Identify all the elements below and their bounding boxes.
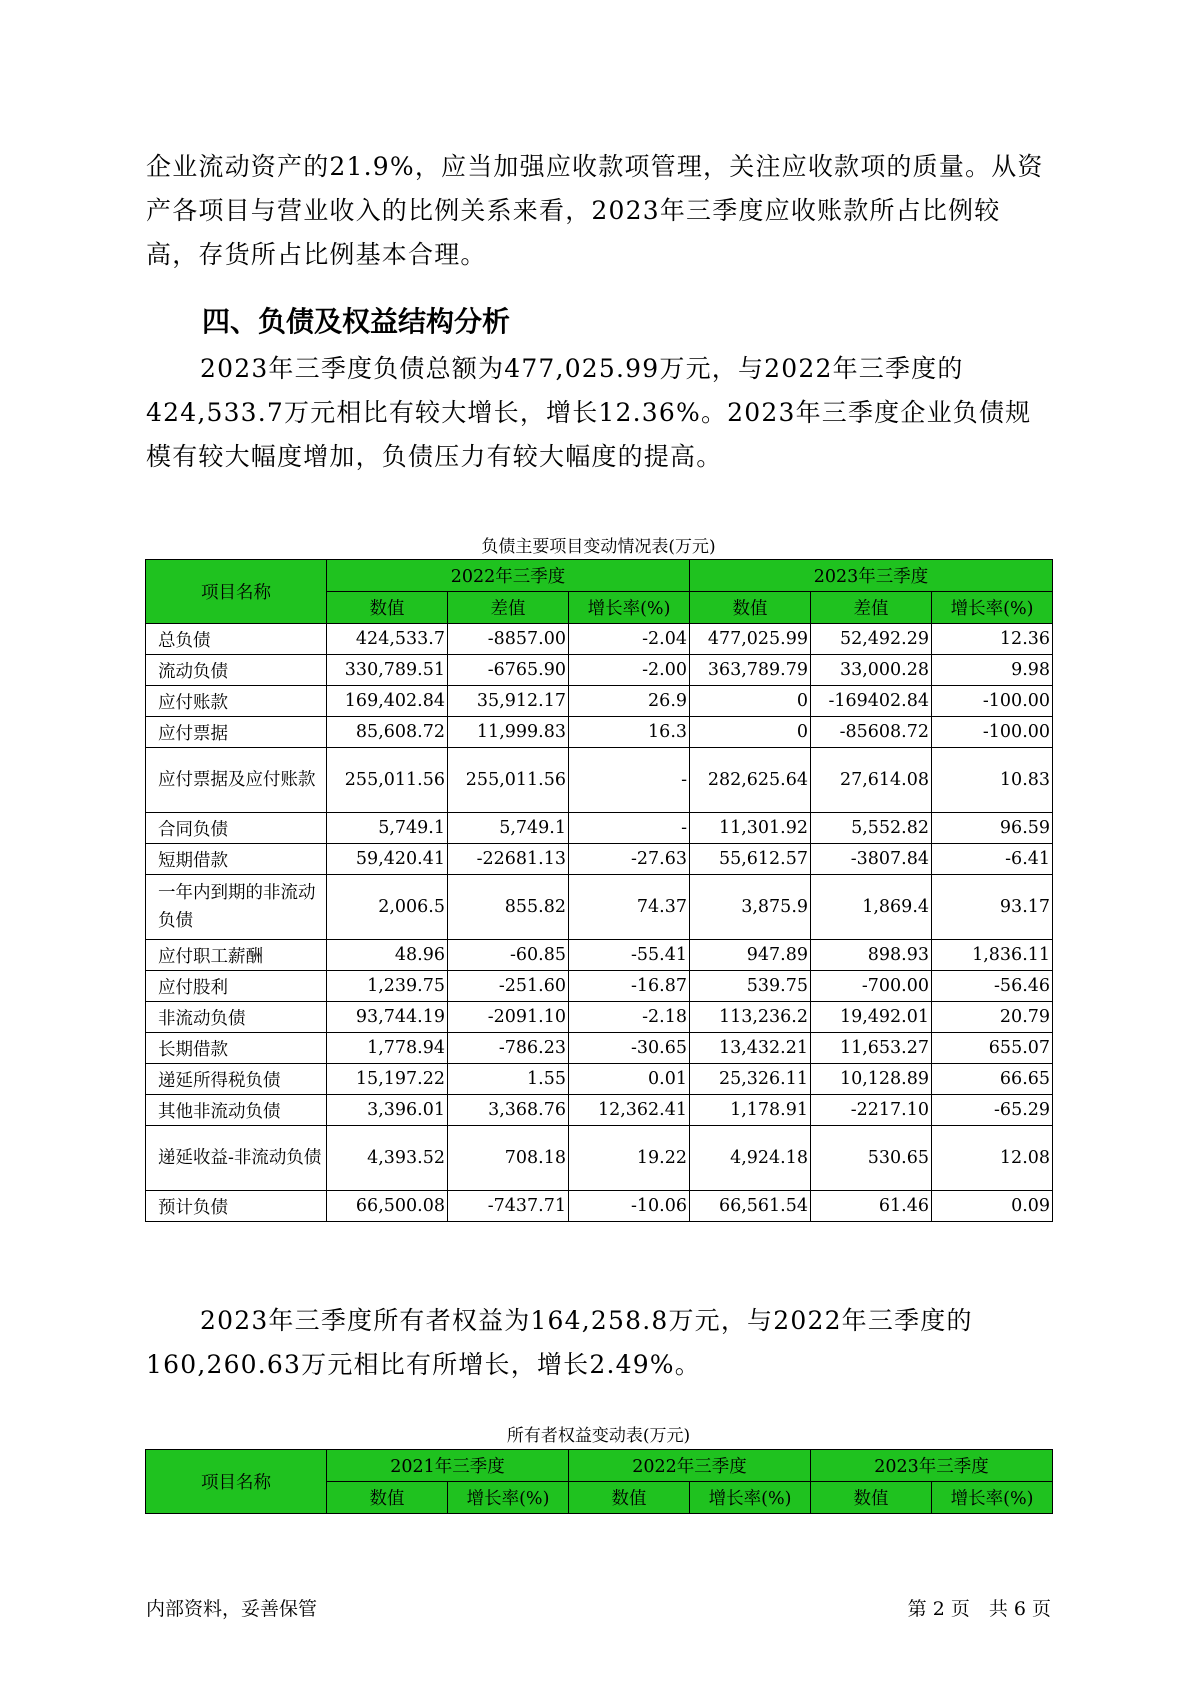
row-value-cell: 855.82 xyxy=(448,875,569,940)
row-value-cell: 20.79 xyxy=(932,1002,1053,1033)
table-row xyxy=(146,1002,1053,1033)
row-value-cell: 539.75 xyxy=(690,971,811,1002)
row-value-cell: 1,836.11 xyxy=(932,940,1053,971)
row-value-cell: 1,778.94 xyxy=(327,1033,448,1064)
row-value-cell: -16.87 xyxy=(569,971,690,1002)
row-value-cell: 27,614.08 xyxy=(811,748,932,813)
row-item-name: 短期借款 xyxy=(146,844,327,875)
subheader-value: 数值 xyxy=(327,592,448,624)
row-value-cell: 25,326.11 xyxy=(690,1064,811,1095)
row-value-cell: 26.9 xyxy=(569,686,690,717)
row-value-cell: 66.65 xyxy=(932,1064,1053,1095)
row-value-cell: 5,552.82 xyxy=(811,813,932,844)
row-item-name: 流动负债 xyxy=(146,655,327,686)
table-row xyxy=(146,971,1053,1002)
table-row xyxy=(146,1191,1053,1222)
row-value-cell: 11,999.83 xyxy=(448,717,569,748)
equity-header-period-2022: 2022年三季度 xyxy=(569,1450,811,1482)
row-item-name: 应付职工薪酬 xyxy=(146,940,327,971)
row-value-cell: 93.17 xyxy=(932,875,1053,940)
row-value-cell: -60.85 xyxy=(448,940,569,971)
row-value-cell: -7437.71 xyxy=(448,1191,569,1222)
row-value-cell: 9.98 xyxy=(932,655,1053,686)
subheader-value: 数值 xyxy=(690,592,811,624)
equity-header-item-name: 项目名称 xyxy=(146,1450,327,1514)
equity-subheader-value: 数值 xyxy=(327,1482,448,1514)
header-period-2023: 2023年三季度 xyxy=(690,560,1053,592)
row-value-cell: 12,362.41 xyxy=(569,1095,690,1126)
row-value-cell: 330,789.51 xyxy=(327,655,448,686)
row-value-cell: 3,396.01 xyxy=(327,1095,448,1126)
row-value-cell: 52,492.29 xyxy=(811,624,932,655)
row-value-cell: -6765.90 xyxy=(448,655,569,686)
table-row xyxy=(146,1033,1053,1064)
row-item-name: 非流动负债 xyxy=(146,1002,327,1033)
liability-table-caption: 负债主要项目变动情况表(万元) xyxy=(481,537,716,557)
row-value-cell: 113,236.2 xyxy=(690,1002,811,1033)
liability-table xyxy=(145,559,1053,1222)
row-value-cell: 5,749.1 xyxy=(448,813,569,844)
row-item-name: 应付账款 xyxy=(146,686,327,717)
equity-table xyxy=(145,1449,1053,1514)
table-row xyxy=(146,624,1053,655)
row-value-cell: 48.96 xyxy=(327,940,448,971)
footer-confidential: 内部资料，妥善保管 xyxy=(146,1598,318,1620)
header-item-name: 项目名称 xyxy=(146,560,327,624)
row-value-cell: 5,749.1 xyxy=(327,813,448,844)
row-value-cell: 12.08 xyxy=(932,1126,1053,1191)
row-value-cell: 35,912.17 xyxy=(448,686,569,717)
row-value-cell: 3,875.9 xyxy=(690,875,811,940)
row-item-name: 其他非流动负债 xyxy=(146,1095,327,1126)
row-value-cell: 10.83 xyxy=(932,748,1053,813)
table-row xyxy=(146,1064,1053,1095)
row-value-cell: 0 xyxy=(690,717,811,748)
equity-table-caption: 所有者权益变动表(万元) xyxy=(506,1426,691,1446)
row-item-name: 合同负债 xyxy=(146,813,327,844)
row-value-cell: -2.18 xyxy=(569,1002,690,1033)
row-value-cell: 93,744.19 xyxy=(327,1002,448,1033)
row-item-name: 应付票据及应付账款 xyxy=(146,748,327,813)
row-value-cell: 2,006.5 xyxy=(327,875,448,940)
row-value-cell: - xyxy=(569,813,690,844)
table-row xyxy=(146,1126,1053,1191)
row-value-cell: -786.23 xyxy=(448,1033,569,1064)
equity-header-period-2023: 2023年三季度 xyxy=(811,1450,1053,1482)
row-value-cell: -100.00 xyxy=(932,717,1053,748)
row-value-cell: -10.06 xyxy=(569,1191,690,1222)
row-value-cell: 363,789.79 xyxy=(690,655,811,686)
row-value-cell: 55,612.57 xyxy=(690,844,811,875)
table-row xyxy=(146,875,1053,940)
subheader-growth: 增长率(%) xyxy=(932,592,1053,624)
row-value-cell: 3,368.76 xyxy=(448,1095,569,1126)
equity-subheader-growth: 增长率(%) xyxy=(448,1482,569,1514)
row-value-cell: -169402.84 xyxy=(811,686,932,717)
row-value-cell: 530.65 xyxy=(811,1126,932,1191)
row-value-cell: -100.00 xyxy=(932,686,1053,717)
row-value-cell: 708.18 xyxy=(448,1126,569,1191)
row-value-cell: 1.55 xyxy=(448,1064,569,1095)
row-value-cell: 66,561.54 xyxy=(690,1191,811,1222)
row-value-cell: 15,197.22 xyxy=(327,1064,448,1095)
row-value-cell: -85608.72 xyxy=(811,717,932,748)
row-value-cell: 255,011.56 xyxy=(448,748,569,813)
row-item-name: 递延所得税负债 xyxy=(146,1064,327,1095)
row-value-cell: 898.93 xyxy=(811,940,932,971)
row-item-name: 总负债 xyxy=(146,624,327,655)
table-row xyxy=(146,686,1053,717)
equity-subheader-value: 数值 xyxy=(569,1482,690,1514)
row-item-name: 应付票据 xyxy=(146,717,327,748)
row-value-cell: 255,011.56 xyxy=(327,748,448,813)
section-heading: 四、负债及权益结构分析 xyxy=(202,305,511,338)
row-value-cell: -27.63 xyxy=(569,844,690,875)
table-row xyxy=(146,940,1053,971)
row-value-cell: 1,869.4 xyxy=(811,875,932,940)
row-value-cell: -55.41 xyxy=(569,940,690,971)
row-value-cell: 4,924.18 xyxy=(690,1126,811,1191)
row-value-cell: 0.01 xyxy=(569,1064,690,1095)
row-value-cell: 66,500.08 xyxy=(327,1191,448,1222)
table-row xyxy=(146,1095,1053,1126)
row-value-cell: -8857.00 xyxy=(448,624,569,655)
equity-subheader-growth: 增长率(%) xyxy=(690,1482,811,1514)
row-value-cell: -700.00 xyxy=(811,971,932,1002)
row-item-name: 预计负债 xyxy=(146,1191,327,1222)
table-row xyxy=(146,655,1053,686)
row-value-cell: 74.37 xyxy=(569,875,690,940)
row-value-cell: -6.41 xyxy=(932,844,1053,875)
row-value-cell: 12.36 xyxy=(932,624,1053,655)
row-value-cell: -3807.84 xyxy=(811,844,932,875)
row-value-cell: 655.07 xyxy=(932,1033,1053,1064)
row-value-cell: 11,653.27 xyxy=(811,1033,932,1064)
row-value-cell: -22681.13 xyxy=(448,844,569,875)
row-value-cell: 10,128.89 xyxy=(811,1064,932,1095)
equity-subheader-growth: 增长率(%) xyxy=(932,1482,1053,1514)
row-value-cell: -30.65 xyxy=(569,1033,690,1064)
row-value-cell: -2217.10 xyxy=(811,1095,932,1126)
table-row xyxy=(146,844,1053,875)
row-value-cell: 96.59 xyxy=(932,813,1053,844)
row-value-cell: 61.46 xyxy=(811,1191,932,1222)
row-value-cell: -2091.10 xyxy=(448,1002,569,1033)
subheader-growth: 增长率(%) xyxy=(569,592,690,624)
liability-paragraph: 2023年三季度负债总额为477,025.99万元，与2022年三季度的424,533.7万元相比有较大增长，增长12.36%。2023年三季度企业负债规模有较大幅度增加，负债压力有较大幅度的提高。 xyxy=(146,354,1032,471)
row-item-name: 应付股利 xyxy=(146,971,327,1002)
intro-paragraph: 企业流动资产的21.9%，应当加强应收款项管理，关注应收款项的质量。从资产各项目与营业收入的比例关系来看，2023年三季度应收账款所占比例较高，存货所占比例基本合理。 xyxy=(146,152,1044,269)
equity-header-period-2021: 2021年三季度 xyxy=(327,1450,569,1482)
row-value-cell: 0 xyxy=(690,686,811,717)
row-value-cell: 59,420.41 xyxy=(327,844,448,875)
row-value-cell: 16.3 xyxy=(569,717,690,748)
subheader-diff: 差值 xyxy=(811,592,932,624)
row-item-name: 一年内到期的非流动负债 xyxy=(146,875,327,940)
row-value-cell: 11,301.92 xyxy=(690,813,811,844)
row-value-cell: -65.29 xyxy=(932,1095,1053,1126)
row-value-cell: 19,492.01 xyxy=(811,1002,932,1033)
row-value-cell: 947.89 xyxy=(690,940,811,971)
table-row xyxy=(146,748,1053,813)
row-value-cell: 477,025.99 xyxy=(690,624,811,655)
row-item-name: 长期借款 xyxy=(146,1033,327,1064)
row-value-cell: 19.22 xyxy=(569,1126,690,1191)
row-value-cell: -56.46 xyxy=(932,971,1053,1002)
equity-subheader-value: 数值 xyxy=(811,1482,932,1514)
row-value-cell: 33,000.28 xyxy=(811,655,932,686)
subheader-diff: 差值 xyxy=(448,592,569,624)
row-value-cell: -2.00 xyxy=(569,655,690,686)
equity-paragraph: 2023年三季度所有者权益为164,258.8万元，与2022年三季度的160,260.63万元相比有所增长，增长2.49%。 xyxy=(146,1306,973,1379)
row-value-cell: 1,178.91 xyxy=(690,1095,811,1126)
row-value-cell: 169,402.84 xyxy=(327,686,448,717)
row-value-cell: 282,625.64 xyxy=(690,748,811,813)
table-row xyxy=(146,717,1053,748)
row-value-cell: 4,393.52 xyxy=(327,1126,448,1191)
row-value-cell: 424,533.7 xyxy=(327,624,448,655)
row-value-cell: 1,239.75 xyxy=(327,971,448,1002)
row-value-cell: -2.04 xyxy=(569,624,690,655)
header-period-2022: 2022年三季度 xyxy=(327,560,690,592)
row-value-cell: 85,608.72 xyxy=(327,717,448,748)
row-value-cell: 13,432.21 xyxy=(690,1033,811,1064)
row-value-cell: 0.09 xyxy=(932,1191,1053,1222)
row-value-cell: - xyxy=(569,748,690,813)
footer-page-number: 第 2 页 共 6 页 xyxy=(907,1598,1051,1620)
table-row xyxy=(146,813,1053,844)
row-item-name: 递延收益-非流动负债 xyxy=(146,1126,327,1191)
row-value-cell: -251.60 xyxy=(448,971,569,1002)
